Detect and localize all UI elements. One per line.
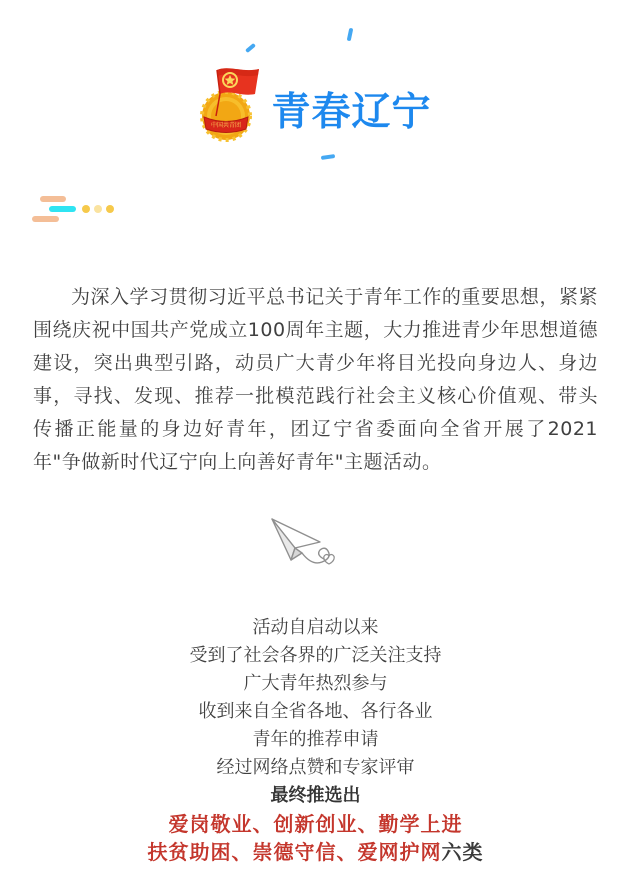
summary-line: 广大青年热烈参与 bbox=[243, 673, 388, 694]
summary-line-suffix: 六类 bbox=[441, 840, 484, 864]
badge-banner-text: 中国共青团 bbox=[211, 122, 242, 129]
decor-bar-icon bbox=[40, 196, 66, 202]
confetti-dash-icon bbox=[321, 154, 335, 160]
confetti-dash-icon bbox=[347, 28, 354, 42]
summary-line-categories bbox=[0, 838, 631, 866]
summary-line-emphasis: 最终推选出 bbox=[270, 785, 361, 806]
summary-line: 经过网络点赞和专家评审 bbox=[216, 757, 415, 778]
summary-line: 受到了社会各界的广泛关注支持 bbox=[189, 645, 442, 666]
confetti-dash-icon bbox=[245, 43, 256, 53]
decor-dot-icon bbox=[82, 205, 90, 213]
brand-logo bbox=[0, 66, 631, 144]
decor-dot-icon bbox=[94, 205, 102, 213]
summary-line-categories-red: 扶贫助困、崇德守信、爱网护网 bbox=[147, 840, 442, 864]
summary-line: 收到来自全省各地、各行各业 bbox=[198, 701, 433, 722]
paper-plane-icon bbox=[262, 510, 352, 572]
brand-title: 青春辽宁 bbox=[271, 89, 432, 135]
decor-bars bbox=[30, 196, 120, 224]
summary-line: 活动自启动以来 bbox=[252, 617, 379, 638]
decor-bar-icon bbox=[32, 216, 59, 222]
summary-line-categories: 爱岗敬业、创新创业、勤学上进 bbox=[168, 812, 463, 836]
summary-block bbox=[0, 614, 631, 866]
summary-line: 青年的推荐申请 bbox=[252, 729, 379, 750]
article-paragraph: 为深入学习贯彻习近平总书记关于青年工作的重要思想，紧紧围绕庆祝中国共产党成立100周年主题，大力推进青少年思想道德建设，突出典型引路，动员广大青少年将目光投向身边人、身边事，寻找、发现、推荐一批模范践行社会主义核心价值观、带头传播正能量的身边好青年，团辽宁省委面向全省开展了2021年"争做新时代辽宁向上向善好青年"主题活动。 bbox=[33, 286, 598, 473]
communist-youth-league-badge-icon bbox=[199, 66, 263, 144]
decor-dot-icon bbox=[106, 205, 114, 213]
decor-bar-icon bbox=[49, 206, 76, 212]
